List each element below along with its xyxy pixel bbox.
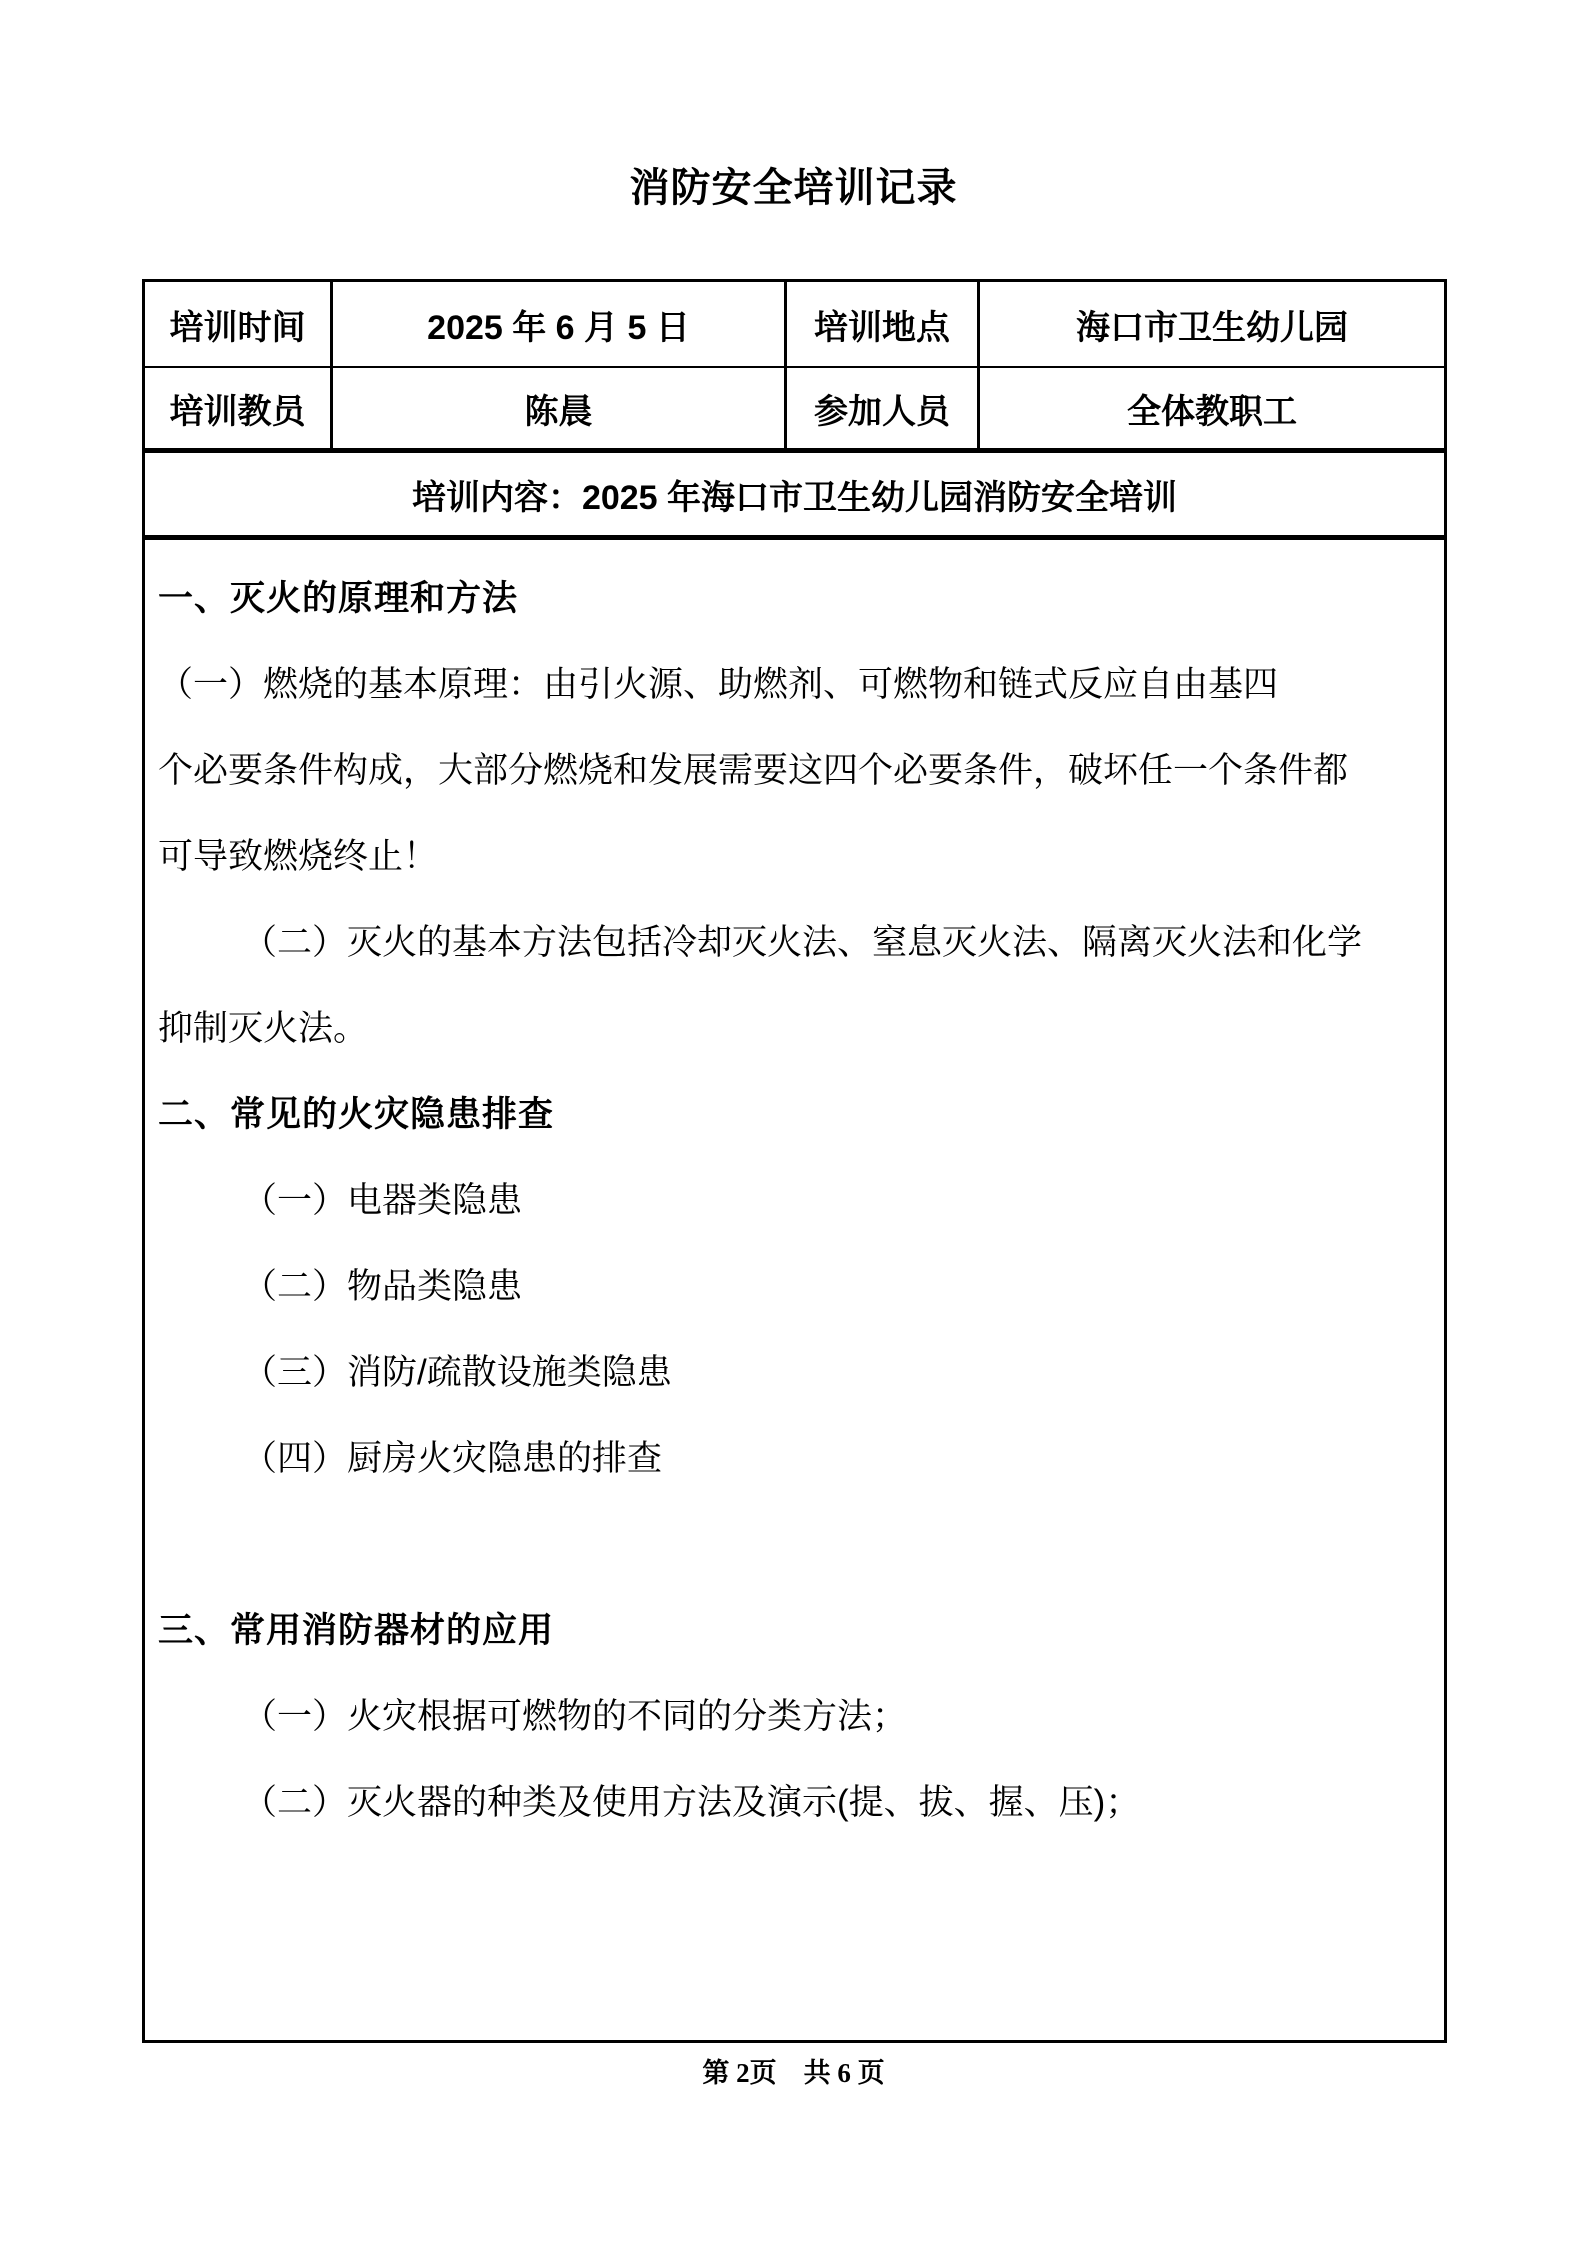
body-line: 可导致燃烧终止！ [158,837,439,876]
list-item: （一）电器类隐患 [242,1181,523,1220]
location-value: 海口市卫生幼儿园 [1076,308,1348,347]
table-row [145,282,1444,368]
participants-label: 参加人员 [787,368,980,448]
list-item: （四）厨房火灾隐患的排查 [242,1439,663,1478]
table-row [145,368,1444,453]
section-heading: 二、常见的火灾隐患排查 [158,1095,555,1134]
location-label: 培训地点 [787,282,980,366]
page-number-footer: 第 2页 共 6 页 [702,2058,885,2088]
participants-value: 全体教职工 [1127,392,1297,431]
list-item: （二）物品类隐患 [242,1267,523,1306]
list-item: （一）火灾根据可燃物的不同的分类方法； [242,1697,908,1736]
body-line: 抑制灭火法。 [158,1009,369,1048]
training-time-value: 2025 年 6 月 5 日 [333,282,787,366]
section-heading: 三、常用消防器材的应用 [158,1611,555,1650]
list-item: （二）灭火器的种类及使用方法及演示(提、拔、握、压)； [242,1783,1141,1822]
body-line: （一）燃烧的基本原理：由引火源、助燃剂、可燃物和链式反应自由基四 [158,665,1279,704]
training-time-label: 培训时间 [145,282,333,366]
list-item: （三）消防/疏散设施类隐患 [242,1353,672,1392]
training-content-row: 培训内容：2025 年海口市卫生幼儿园消防安全培训 [145,453,1444,540]
blank-line [158,1502,1430,1588]
body-line: 个必要条件构成，大部分燃烧和发展需要这四个必要条件，破坏任一个条件都 [158,751,1349,790]
instructor-label: 培训教员 [145,368,333,448]
body-line: （二）灭火的基本方法包括冷却灭火法、窒息灭火法、隔离灭火法和化学 [242,923,1363,962]
section-heading: 一、灭火的原理和方法 [158,579,519,618]
instructor-value: 陈晨 [333,368,787,448]
training-content-body [145,540,1444,2040]
page-title: 消防安全培训记录 [629,166,958,210]
training-record-table [142,279,1447,2043]
